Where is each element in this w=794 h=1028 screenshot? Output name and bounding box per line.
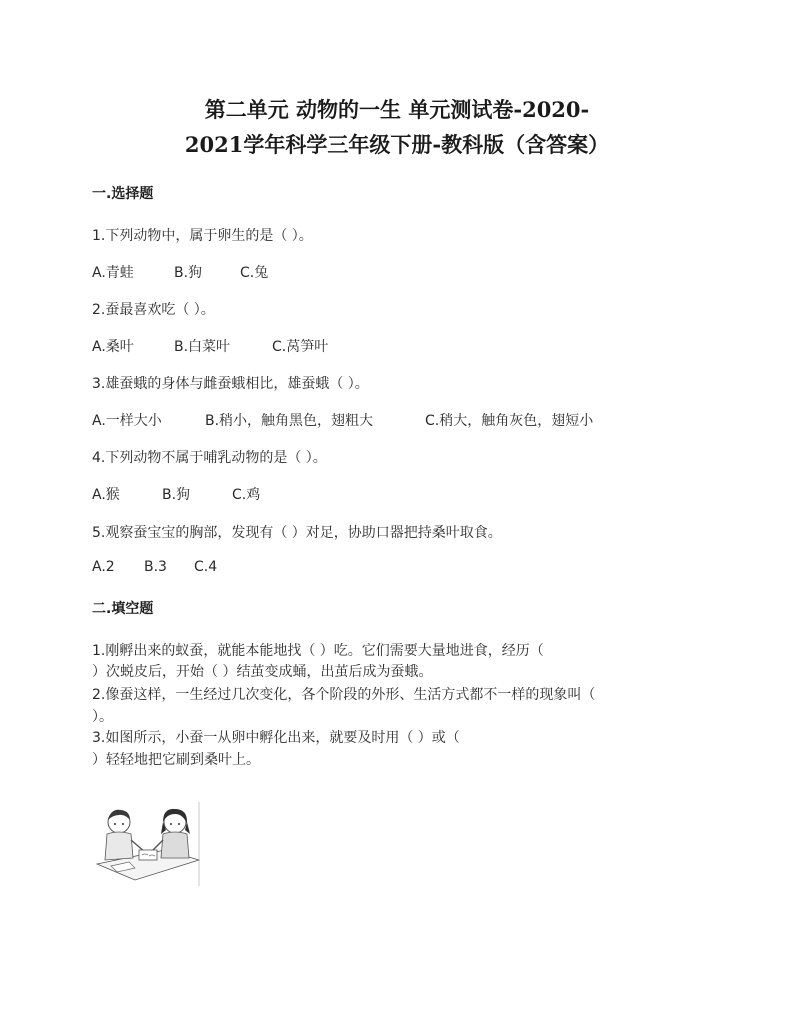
children-observing-silkworms-illustration [95,800,203,888]
question-3-option-b: B.稍小，触角黑色，翅粗大 [205,413,374,429]
question-5-option-b: B.3 [144,559,167,575]
section-heading-fill-blank: 二.填空题 [92,601,154,617]
question-1-option-c: C.兔 [240,265,269,281]
document-title-line-1: 第二单元 动物的一生 单元测试卷-2020- [204,97,590,122]
fill-blank-line-6: ）轻轻地把它刷到桑叶上。 [92,752,260,768]
question-1: 1.下列动物中，属于卵生的是（ ）。 [92,228,313,244]
question-4-option-b: B.狗 [162,487,191,503]
question-5-option-c: C.4 [194,559,218,575]
question-2: 2.蚕最喜欢吃（ ）。 [92,302,215,318]
question-2-option-b: B.白菜叶 [174,339,231,355]
question-2-option-c: C.莴笋叶 [272,339,329,355]
fill-blank-line-2: ）次蜕皮后，开始（ ）结茧变成蛹，出茧后成为蚕蛾。 [92,664,433,680]
document-title-line-2: 2021学年科学三年级下册-教科版（含答案） [184,132,610,157]
question-1-option-a: A.青蛙 [92,265,134,281]
question-5: 5.观察蚕宝宝的胸部，发现有（ ）对足，协助口器把持桑叶取食。 [92,525,502,541]
fill-blank-line-1: 1.刚孵出来的蚁蚕，就能本能地找（ ）吃。它们需要大量地进食，经历（ [92,643,544,659]
question-4-option-a: A.猴 [92,487,120,503]
question-3-option-c: C.稍大，触角灰色，翅短小 [425,413,594,429]
fill-blank-line-5: 3.如图所示，小蚕一从卵中孵化出来，就要及时用（ ）或（ [92,730,460,746]
question-5-option-a: A.2 [92,559,115,575]
question-1-option-b: B.狗 [174,265,203,281]
section-heading-choice: 一.选择题 [92,186,154,202]
question-2-option-a: A.桑叶 [92,339,134,355]
question-4: 4.下列动物不属于哺乳动物的是（ ）。 [92,450,327,466]
fill-blank-line-3: 2.像蚕这样，一生经过几次变化，各个阶段的外形、生活方式都不一样的现象叫（ [92,687,596,703]
question-3-option-a: A.一样大小 [92,413,162,429]
fill-blank-line-4: ）。 [92,709,113,725]
question-4-option-c: C.鸡 [232,487,261,503]
question-3: 3.雄蚕蛾的身体与雌蚕蛾相比，雄蚕蛾（ ）。 [92,376,369,392]
